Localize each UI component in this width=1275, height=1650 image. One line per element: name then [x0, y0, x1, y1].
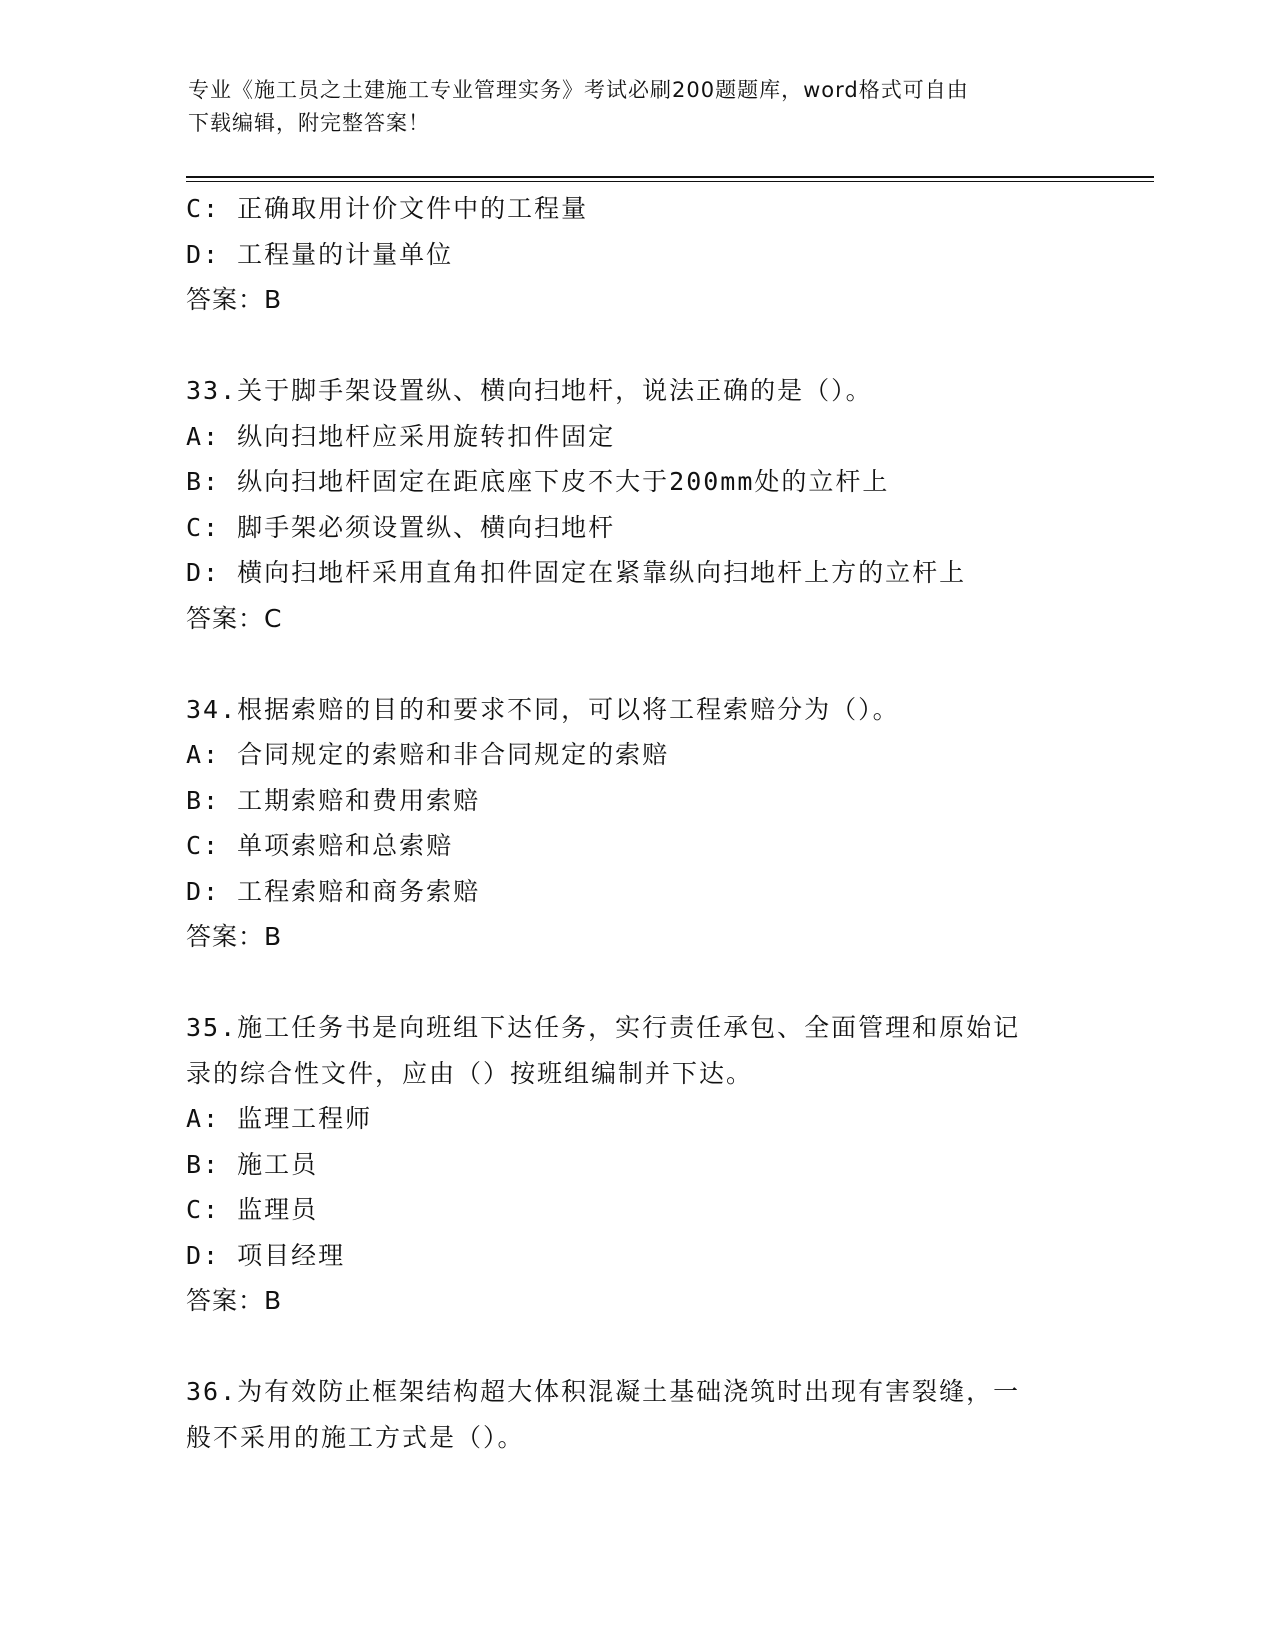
question-35-option-c: C: 监理员	[186, 1195, 319, 1224]
question-33-text: 33.关于脚手架设置纵、横向扫地杆，说法正确的是（）。	[186, 376, 873, 405]
spacer	[186, 641, 1086, 687]
question-34-option-c: C: 单项索赔和总索赔	[186, 831, 454, 860]
question-35-text-line-2: 录的综合性文件，应由（）按班组编制并下达。	[186, 1058, 754, 1088]
spacer	[186, 1324, 1086, 1370]
header-line-2: 下载编辑，附完整答案！	[188, 111, 430, 135]
question-34-option-a: A: 合同规定的索赔和非合同规定的索赔	[186, 740, 670, 769]
question-34-answer: 答案：B	[186, 922, 283, 951]
question-33-option-a: A: 纵向扫地杆应采用旋转扣件固定	[186, 421, 616, 451]
prev-option-d: D: 工程量的计量单位	[186, 239, 454, 269]
header-rule-thin	[186, 181, 1154, 182]
question-36-text-line-1: 36.为有效防止框架结构超大体积混凝土基础浇筑时出现有害裂缝，一	[186, 1377, 1021, 1406]
spacer	[186, 323, 1086, 369]
question-34-text: 34.根据索赔的目的和要求不同，可以将工程索赔分为（）。	[186, 694, 900, 724]
question-34-option-b: B: 工期索赔和费用索赔	[186, 785, 481, 815]
document-body	[186, 186, 1086, 1460]
question-33-option-d: D: 横向扫地杆采用直角扣件固定在紧靠纵向扫地杆上方的立杆上	[186, 558, 967, 587]
prev-option-c: C: 正确取用计价文件中的工程量	[186, 194, 589, 223]
question-35-option-d: D: 项目经理	[186, 1240, 346, 1270]
question-33-answer: 答案：C	[186, 603, 283, 633]
spacer	[186, 960, 1086, 1006]
question-35-option-b: B: 施工员	[186, 1149, 319, 1179]
question-33-option-b: B: 纵向扫地杆固定在距底座下皮不大于200mm处的立杆上	[186, 467, 890, 496]
header-line-1: 专业《施工员之土建施工专业管理实务》考试必刷200题题库，word格式可自由	[188, 78, 969, 102]
prev-answer: 答案：B	[186, 285, 283, 314]
header-rule-thick	[186, 176, 1154, 178]
question-34-option-d: D: 工程索赔和商务索赔	[186, 876, 481, 906]
question-35-text-line-1: 35.施工任务书是向班组下达任务，实行责任承包、全面管理和原始记	[186, 1013, 1021, 1042]
question-35-option-a: A: 监理工程师	[186, 1104, 373, 1133]
question-33-option-c: C: 脚手架必须设置纵、横向扫地杆	[186, 512, 616, 542]
document-header	[188, 74, 1088, 140]
question-36-text-line-2: 般不采用的施工方式是（）。	[186, 1422, 525, 1452]
question-35-answer: 答案：B	[186, 1286, 283, 1315]
